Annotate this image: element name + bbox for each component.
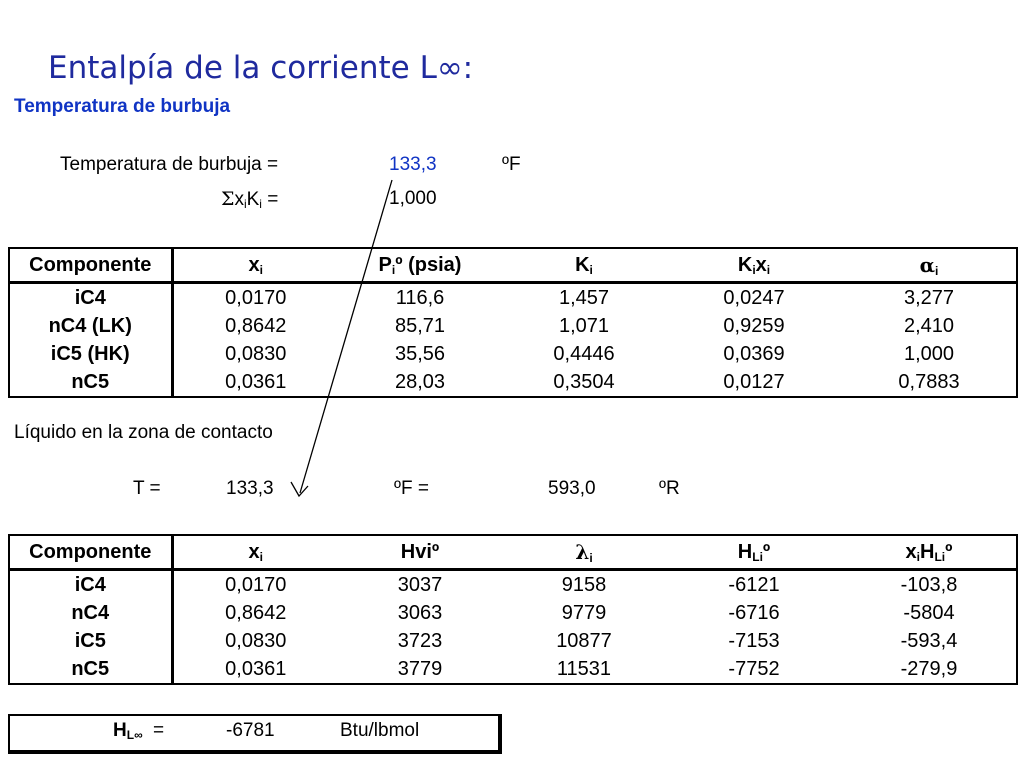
page-title: Entalpía de la corriente L∞: [48,50,474,86]
cell-hvi: 3723 [397,630,443,652]
cell-k: 0,4446 [553,343,615,365]
cell-comp: nC5 [9,655,172,684]
cell-xh: -279,9 [900,658,958,680]
cell-x: 0,0170 [225,287,287,309]
liquid-label: Líquido en la zona de contacto [14,422,273,443]
col-lambda: $\lambda_i$ [502,535,666,570]
col-pi: $P_iº$ (psia) [338,248,502,283]
cell-hvi: 3063 [397,602,443,624]
cell-x: 0,0361 [225,371,287,393]
cell-comp: nC5 [9,368,172,397]
cell-lambda: 10877 [556,630,612,652]
cell-alpha: 2,410 [903,315,955,337]
cell-xh: -103,8 [900,574,958,596]
cell-xh: -593,4 [900,630,958,652]
cell-alpha: 0,7883 [898,371,960,393]
col-kixi: $K_ix_i$ [666,248,842,283]
sum-xk-value: 1,000 [389,188,437,209]
cell-p: 116,6 [395,287,445,309]
cell-alpha: 3,277 [903,287,955,309]
cell-comp: nC4 (LK) [9,312,172,340]
col-alpha: $\alpha_i$ [842,248,1017,283]
cell-x: 0,0830 [225,630,287,652]
cell-k: 0,3504 [553,371,615,393]
cell-k: 1,457 [558,287,610,309]
col-xihli: $x_iH_{Li}º$ [842,535,1017,570]
sum-xk-label: $\Sigma x_iK_i$ = [221,188,279,211]
cell-x: 0,0361 [225,658,287,680]
t-label: T = [133,478,161,499]
cell-x: 0,0170 [225,574,287,596]
col-xi: $x_i$ [172,535,338,570]
cell-p: 35,56 [394,343,446,365]
cell-hl: -6716 [728,602,780,624]
r-unit: ºR [659,478,680,499]
cell-hl: -6121 [728,574,780,596]
arrow-head [291,482,308,496]
summary-eq: = [153,720,165,741]
bubble-temp-unit: ºF [502,154,521,175]
col-componente: Componente [9,535,172,570]
col-componente: Componente [9,248,172,283]
col-hvi: Hviº [338,535,502,570]
cell-lambda: 9158 [561,574,607,596]
cell-p: 28,03 [394,371,446,393]
cell-hl: -7153 [728,630,780,652]
cell-kx: 0,9259 [723,315,785,337]
col-xi: $x_i$ [172,248,338,283]
summary-h-label: $H_{L\infty}$ [113,720,143,742]
cell-x: 0,8642 [225,602,287,624]
cell-xh: -5804 [903,602,955,624]
cell-comp: iC5 [9,627,172,655]
cell-kx: 0,0247 [723,287,785,309]
r-value: 593,0 [548,478,596,499]
cell-lambda: 9779 [561,602,607,624]
cell-lambda: 11531 [556,658,612,680]
cell-comp: iC5 (HK) [9,340,172,368]
cell-kx: 0,0127 [723,371,785,393]
col-hli: $H_{Li}º$ [666,535,842,570]
f-label: ºF = [394,478,429,499]
t-value: 133,3 [226,478,274,499]
section-subtitle: Temperatura de burbuja [14,96,231,117]
cell-k: 1,071 [558,315,610,337]
arrow-line [300,180,392,493]
cell-x: 0,0830 [225,343,287,365]
col-ki: $K_i$ [502,248,666,283]
cell-kx: 0,0369 [723,343,785,365]
bubble-temp-value: 133,3 [389,154,437,175]
summary-unit: Btu/lbmol [340,720,420,741]
cell-hvi: 3779 [397,658,443,680]
cell-hl: -7752 [728,658,780,680]
cell-alpha: 1,000 [903,343,955,365]
cell-p: 85,71 [394,315,446,337]
cell-x: 0,8642 [225,315,287,337]
bubble-temp-label: Temperatura de burbuja = [60,154,279,175]
cell-comp: iC4 [9,283,172,313]
cell-comp: nC4 [9,599,172,627]
summary-value: -6781 [226,720,275,741]
cell-hvi: 3037 [397,574,443,596]
cell-comp: iC4 [9,570,172,600]
